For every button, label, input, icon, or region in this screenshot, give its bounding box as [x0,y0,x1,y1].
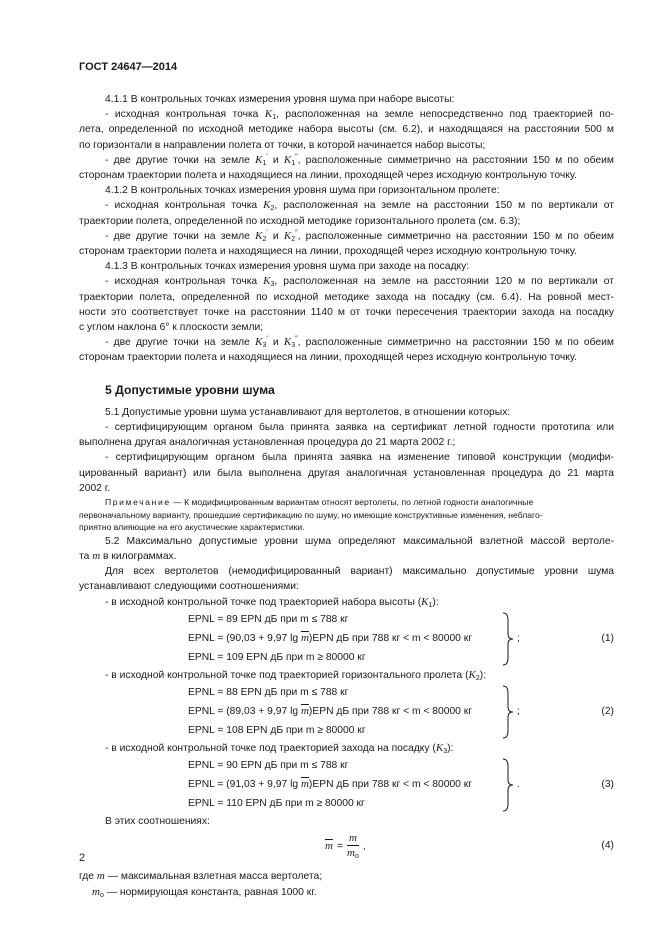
definitions [79,869,614,899]
note-paragraph: Примечание — К модифицированным вариантам относят вертолеты, по летной годности аналогичные первоначальному варианту, прошедшие сертификацию по шуму, но имеющие конструктивные изменения, неблаго- приятно влияющие на его акустические характеристики. [79,497,543,533]
clause-4-1-1-item1-cont2: по горизонтали в направлении полета от точки, в которой начинается набор высоты; [79,139,486,151]
equation-1-line-3: EPNL = 109 EPN дБ при m ≥ 80000 кг [188,651,366,663]
clause-4-1-2-item1-cont: траектории полета, определенной по исходной методике горизонтального пролета (см. 6.3); [79,215,521,227]
clause-4-1-1-item2-cont: сторонам траектории полета и находящиеся на линии, проходящей через исходную контрольную точку. [79,170,577,182]
equation-3-line-3: EPNL = 110 EPN дБ при m ≥ 80000 кг [188,798,365,810]
equation-4-lhs: $\overline{m}$ [325,839,333,852]
equation-2-number: (2) [601,706,614,718]
note-label: Примечание [105,497,171,508]
clause-4-1-2-title: 4.1.2 В контрольных точках измерения уровня шума при горизонтальном пролете: [105,185,500,197]
clause-4-1-1-title: 4.1.1 В контрольных точках измерения уровня шума при наборе высоты: [105,94,455,105]
equation-2 [79,685,614,741]
equation-3-line-1: EPNL = 90 EPN дБ при m ≤ 788 кг [188,760,349,772]
equation-1-line-2: EPNL = (90,03 + 9,97 $\lg \overline{m})EPN$ дБ при 788 кг < m < 80000 кг [188,631,473,644]
equation-1-number: (1) [601,632,614,644]
page-number: 2 [79,852,86,864]
definition-mo: $m_о$ — нормирующая константа, равная 1000 кг. [92,885,317,899]
clause-5-1-bullet1-cont: выполнена другая аналогичная установленная процедура до 21 марта 2002 г.; [79,437,456,449]
equation-4-formula: $\overline{m}$ = m $m_о$ , [325,832,366,861]
clause-5-1: 5.1 Допустимые уровни шума устанавливают для вертолетов, в отношении которых: [105,406,511,418]
clause-5-3: Для всех вертолетов (немодифицированный вариант) максимально допустимые уровни шума [105,566,614,578]
equation-4-intro: В этих соотношениях: [105,816,210,828]
right-brace-icon [502,612,514,666]
document-body [79,92,614,900]
equation-4-fraction [347,831,359,861]
clause-4-1-3-item2-cont: сторонам траектории полета и находящиеся на линии, проходящей через исходную контрольную точку. [79,352,577,364]
right-brace-icon [502,685,514,739]
clause-5-3-cont: устанавливают следующими соотношениями: [79,581,299,593]
clause-5-1-bullet2-cont2: 2002 г. [79,482,111,494]
case-2-label: - в исходной контрольной точке под траекторией горизонтального пролета $(K_2)$: [105,668,487,682]
clause-5-2-cont: та m в килограммах. [79,550,177,563]
clause-4-1-1-item1-cont1: лета, определенной по исходной методике набора высоты (см. 6.2), и находящаяся на расстоянии 500 м [79,124,614,136]
equation-2-line-1: EPNL = 88 EPN дБ при m ≤ 788 кг [188,687,349,699]
section-5-heading: 5 Допустимые уровни шума [105,382,275,397]
fraction-denominator: $m_о$ [347,847,359,861]
clause-4-1-3-item2: - две другие точки на земле $K_3'$ и $K_3''$, расположенные симметрично на расстоянии 150 м по обеим [105,335,614,350]
equation-4 [79,831,614,865]
clause-5-1-bullet1: - сертифицирующим органом была принята заявка на сертификат летной годности прототипа или [105,422,614,434]
equation-2-line-3: EPNL = 108 EPN дБ при m ≥ 80000 кг [188,725,366,737]
clause-5-1-bullet2-cont1: цированный вариант) или была выполнена другая аналогичная установленная процедура до 21 марта [79,467,614,479]
clause-5-2: 5.2 Максимально допустимые уровни шума определяют максимальной взлетной массой вертоле- [105,535,614,547]
clause-4-1-2-item2: - две другие точки на земле $K_2'$ и $K_2''$, расположенные симметрично на расстоянии 150 м по обеим [105,229,614,243]
equation-1-line-1: EPNL = 89 EPN дБ при m ≤ 788 кг [188,613,349,625]
clause-4-1-3-item1: - исходная контрольная точка $K_3$, расположенная на земле на расстоянии 120 м по вертикали от [105,275,614,289]
equation-4-number: (4) [601,840,614,852]
clause-4-1-3-title: 4.1.3 В контрольных точках измерения уровня шума при заходе на посадку: [105,261,470,273]
clause-4-1-1-item2: - две другие точки на земле $K_1'$ и $K_1''$, расположенные симметрично на расстоянии 150 м по обеим [105,153,614,167]
clause-4-1-3-item1-cont3: с углом наклона 6° к плоскости земли; [79,322,264,334]
equation-3-number: (3) [601,779,614,791]
clause-4-1-2-item1: - исходная контрольная точка $K_2$, расположенная на земле на расстоянии 150 м по вертикали от [105,199,614,213]
equation-3-line-2: EPNL = (91,03 + 9,97 $\lg \overline{m})EPN$ дБ при 788 кг < m < 80000 кг [188,778,473,791]
case-3-label: - в исходной контрольной точке под траекторией захода на посадку $(K_3)$: [105,742,454,756]
fraction-numerator: m [348,832,357,845]
clause-4-1-2-item2-cont: сторонам траектории полета и находящиеся на линии, проходящей через исходную контрольную точку. [79,246,577,258]
clause-4-1-3-item1-cont1: траектории полета, определенной по исходной методике захода на посадку (см. 6.4). На ровной мест- [79,291,614,303]
definition-m: где m — максимальная взлетная масса вертолета; [79,870,323,883]
clause-4-1-1-item1: - исходная контрольная точка $K_1$, расположенная на земле непосредственно под траекторией по- [105,108,614,122]
clause-5-1-bullet2: - сертифицирующим органом была принята заявка на изменение типовой конструкции (модифи- [105,452,614,464]
equation-1 [79,612,614,668]
equation-1-terminator: ; [517,632,520,644]
clause-4-1-3-item1-cont2: ности это соответствует точке на расстоянии 1140 м от точки пересечения траектории захода на посадку [79,306,614,318]
equation-3-terminator: . [517,779,520,791]
equation-2-terminator: ; [517,706,520,718]
case-1-label: - в исходной контрольной точке под траекторией набора высоты $(K_1)$: [105,595,439,609]
standard-header: ГОСТ 24647—2014 [79,61,178,73]
right-brace-icon [502,758,514,812]
equation-2-line-2: EPNL = (89,03 + 9,97 $\lg \overline{m})EPN$ дБ при 788 кг < m < 80000 кг [188,705,473,718]
equation-3 [79,758,614,814]
